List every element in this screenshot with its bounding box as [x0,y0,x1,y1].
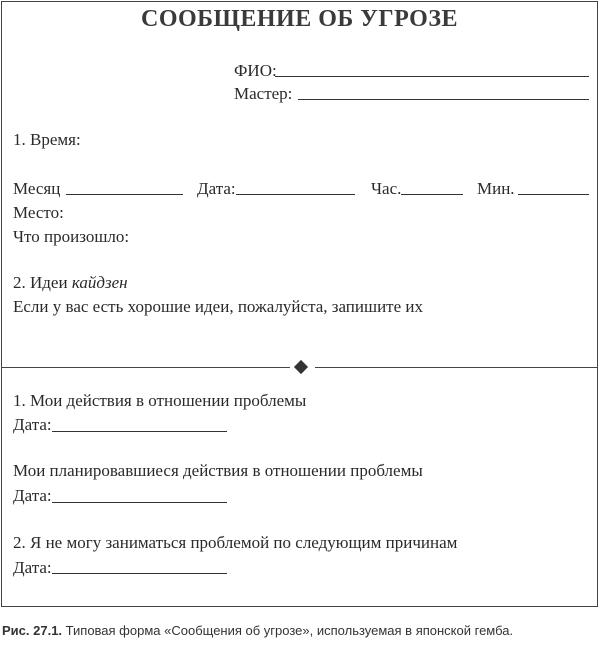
kaizen-ideas-heading [13,273,128,293]
divider-diamond-icon [294,360,308,374]
month-field-line[interactable] [66,194,183,195]
my-actions-date-label: Дата: [13,415,52,434]
name-label: ФИО: [234,61,277,80]
kaizen-ideas-instructions: Если у вас есть хорошие идеи, пожалуйста, запишите их [13,297,423,316]
place-label: Место: [13,203,64,222]
my-actions-label: 1. Мои действия в отношении проблемы [13,391,307,410]
threat-report-form [1,1,598,607]
hour-label: Час. [371,179,402,198]
figure-number: Рис. 27.1. [2,623,63,638]
kaizen-ideas-prefix: 2. Идеи [13,273,72,292]
master-label: Мастер: [234,84,293,103]
cannot-handle-date-label: Дата: [13,558,52,577]
time-label: 1. Время: [13,130,81,149]
name-field-line[interactable] [275,76,589,77]
divider-left [2,367,290,368]
hour-field-line[interactable] [401,194,463,195]
my-actions-date-line[interactable] [52,431,227,432]
master-field-line[interactable] [298,99,589,100]
form-title: СООБЩЕНИЕ ОБ УГРОЗЕ [140,6,459,32]
figure-caption-text: Типовая форма «Сообщения об угрозе», используемая в японской гемба. [62,623,514,638]
minute-field-line[interactable] [518,194,589,195]
figure-caption [2,623,513,638]
date-label: Дата: [197,179,236,198]
divider-right [315,367,597,368]
month-label: Месяц [13,179,61,198]
date-field-line[interactable] [236,194,355,195]
planned-actions-date-line[interactable] [52,502,227,503]
cannot-handle-label: 2. Я не могу заниматься проблемой по следующим причинам [13,533,458,552]
minute-label: Мин. [477,179,515,198]
planned-actions-date-label: Дата: [13,486,52,505]
cannot-handle-date-line[interactable] [52,573,227,574]
planned-actions-label: Мои планировавшиеся действия в отношении проблемы [13,461,423,480]
what-happened-label: Что произошло: [13,227,130,246]
kaizen-word: кайдзен [71,273,128,292]
